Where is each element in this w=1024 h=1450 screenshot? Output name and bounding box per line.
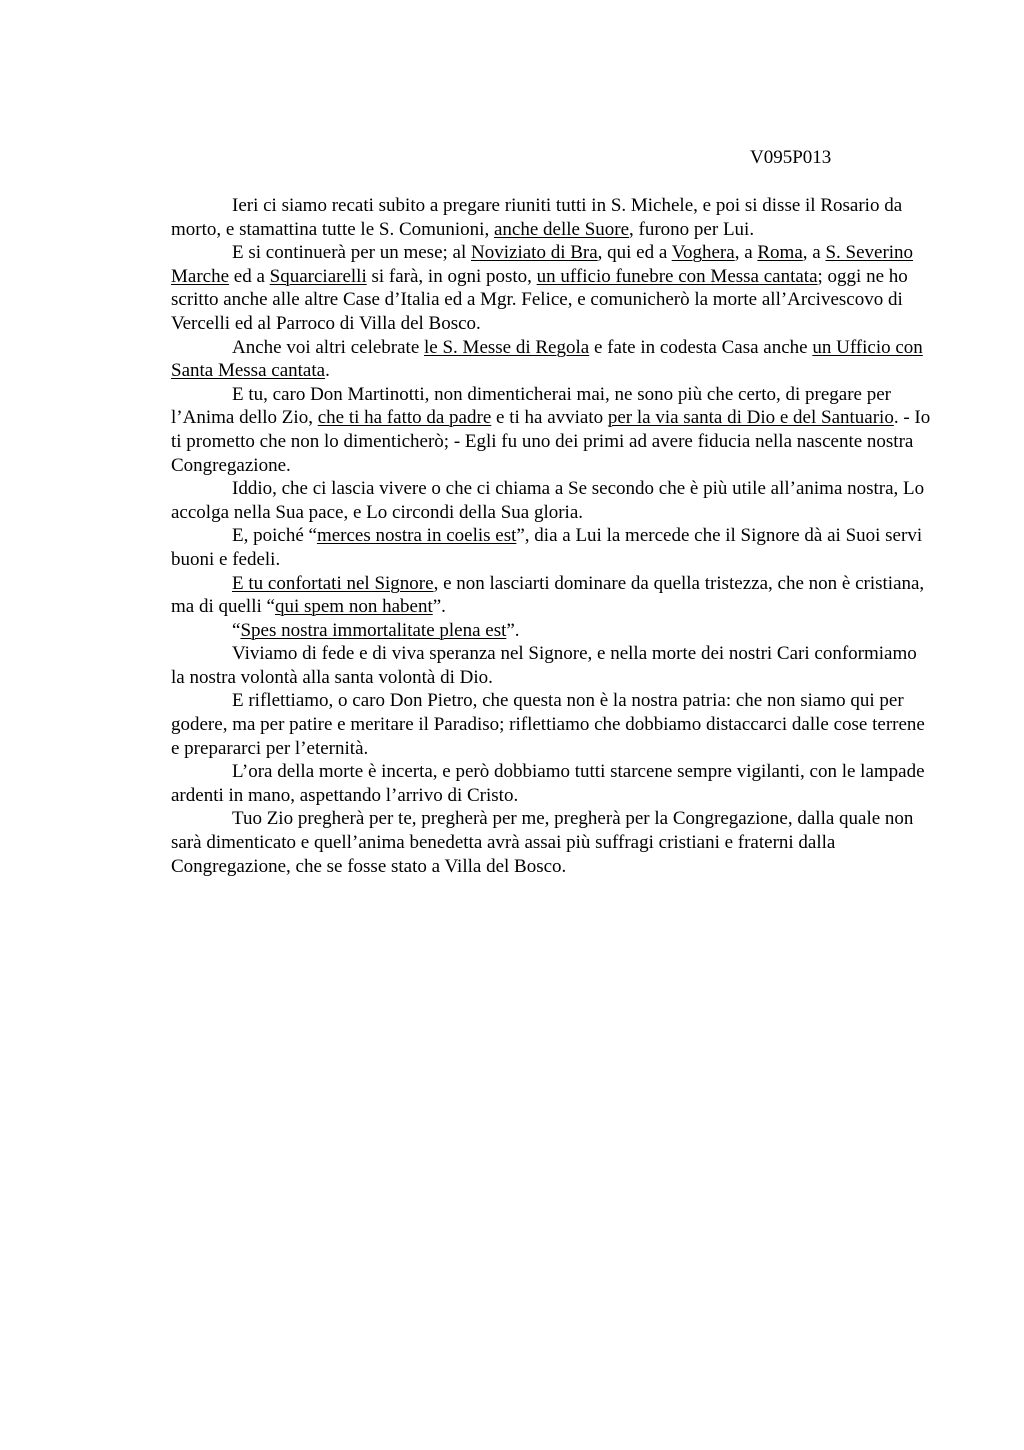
text-run: “ [232,619,241,641]
text-run: L’ora della morte è incerta, e però dobbiamo tutti starcene sempre vigilanti, con le lampade ardenti in mano, aspettando l’arrivo di Cristo. [171,761,925,806]
underlined-text: qui spem non habent [274,596,433,618]
text-run: ; oggi ne ho scritto anche alle altre Case d’Italia ed a Mgr. Felice, e comunicherò la morte all’Arcivescovo di Vercelli ed al Parroco di Villa del Bosco. [171,265,908,334]
text-run: si farà, in ogni posto, [366,265,537,287]
paragraph [171,383,931,477]
text-run: e ti ha avviato [491,407,608,429]
text-run: Viviamo di fede e di viva speranza nel Signore, e nella morte dei nostri Cari conformiamo la nostra volontà alla santa volontà di Dio. [171,643,917,688]
underlined-text: Spes nostra immortalitate plena est [240,619,507,641]
paragraph [171,807,931,878]
text-run: ed a [229,265,270,287]
underlined-text: E tu confortati nel Signore [232,572,434,594]
text-run: , e non lasciarti dominare da quella tristezza, che non è cristiana, ma di quelli “ [171,572,925,618]
underlined-text: Squarciarelli [269,265,367,287]
text-run: E riflettiamo, o caro Don Pietro, che questa non è la nostra patria: che non siamo qui per godere, ma per patire e meritare il Paradiso; riflettiamo che dobbiamo distaccarci dalle cose terrene e prepararci per l’eternità. [171,690,925,759]
underlined-text: un Ufficio con Santa Messa cantata [171,336,923,382]
paragraph [171,689,931,760]
text-run: , qui ed a [597,242,672,264]
text-run: , furono per Lui. [629,218,755,240]
text-run: Ieri ci siamo recati subito a pregare riuniti tutti in S. Michele, e poi si disse il Rosario da morto, e stamattina tutte le S. Comunioni, [171,195,903,240]
underlined-text: un ufficio funebre con Messa cantata [536,265,818,287]
paragraph [171,241,931,335]
text-run: e fate in codesta Casa anche [589,336,813,358]
underlined-text: S. Severino Marche [171,242,914,287]
underlined-text: merces nostra in coelis est [316,525,517,547]
paragraph [171,619,931,643]
paragraph [171,642,931,689]
underlined-text: anche delle Suore [493,218,630,240]
text-run: ”, dia a Lui la mercede che il Signore dà ai Suoi servi buoni e fedeli. [171,525,923,570]
paragraph [171,572,931,619]
underlined-text: Noviziato di Bra [471,242,598,264]
text-run: ”. [506,619,520,641]
text-run: Iddio, che ci lascia vivere o che ci chiama a Se secondo che è più utile all’anima nostra, Lo accolga nella Sua pace, e Lo circondi della Sua gloria. [171,478,925,523]
underlined-text: che ti ha fatto da padre [317,407,492,429]
text-run: , a [802,242,826,264]
paragraph [171,524,931,571]
underlined-text: Roma [757,242,803,264]
text-run: E, poiché “ [232,525,317,547]
text-run: Tuo Zio pregherà per te, pregherà per me, pregherà per la Congregazione, dalla quale non sarà dimenticato e quell’anima benedetta avrà assai più suffragi cristiani e fraterni dalla Congregazione, che se fosse stato a Villa del Bosco. [171,808,914,877]
text-run: , a [734,242,758,264]
paragraph [171,336,931,383]
paragraph [171,194,931,241]
underlined-text: per la via santa di Dio e del Santuario [607,407,894,429]
text-run: . [325,360,330,382]
paragraph [171,760,931,807]
letter-body [171,194,931,878]
page-identifier: V095P013 [750,147,832,168]
text-run: ”. [432,596,446,618]
text-run: E tu, caro Don Martinotti, non dimenticherai mai, ne sono più che certo, di pregare per l’Anima dello Zio, [171,383,891,429]
text-run: E si continuerà per un mese; al [232,242,472,264]
text-run: Anche voi altri celebrate [232,336,425,358]
text-run: . - Io ti prometto che non lo dimenticherò; - Egli fu uno dei primi ad avere fiducia nella nascente nostra Congregazione. [171,407,931,476]
underlined-text: Voghera [671,242,735,264]
paragraph [171,477,931,524]
underlined-text: le S. Messe di Regola [424,336,590,358]
